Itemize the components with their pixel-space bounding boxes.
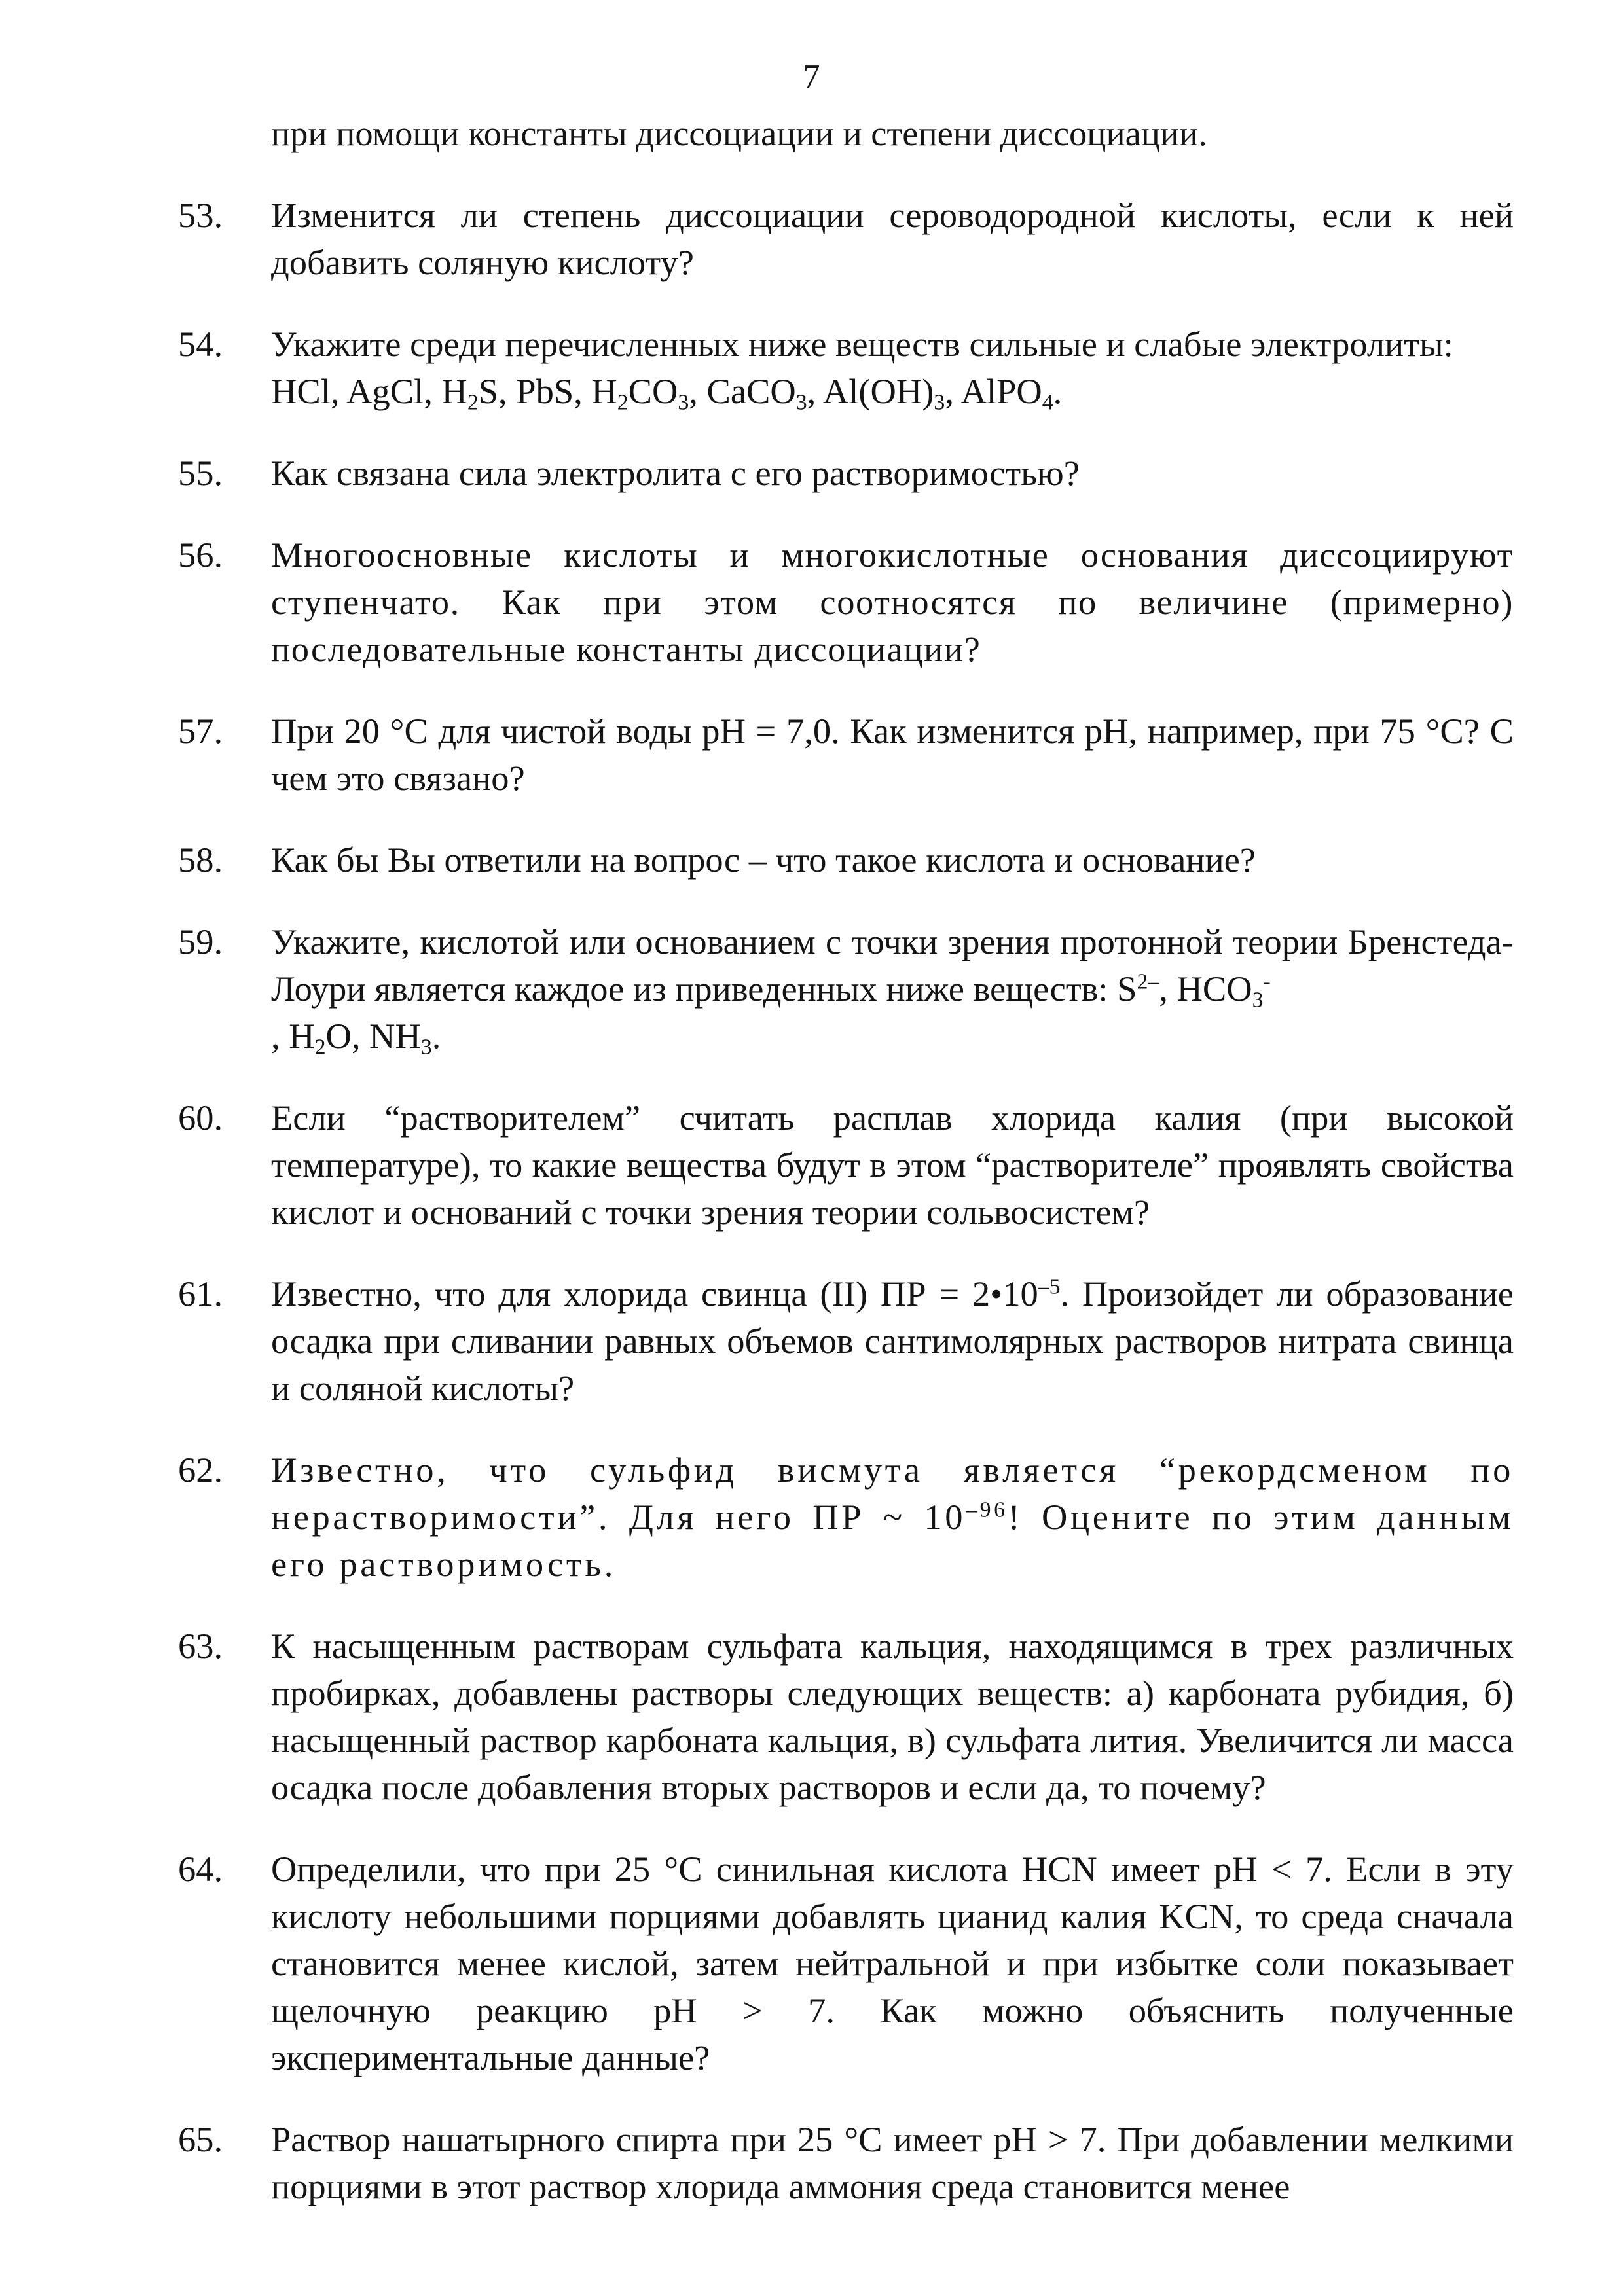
- question-57: [178, 708, 1514, 802]
- question-60: [178, 1094, 1514, 1236]
- question-65: [178, 2116, 1514, 2210]
- species-s2: $S^{2-}$: [1117, 969, 1159, 1009]
- formula-h2s: $H_2S$: [441, 371, 499, 415]
- question-number: 65.: [178, 2119, 223, 2159]
- question-text: К насыщенным растворам сульфата кальция, находящимся в трех различных пробирках, добавлены растворы следующих веществ: а) карбоната рубидия, б) насыщенный раствор карбоната кальция, в) сульфата лития. Увеличится ли масса осадка после добавления вторых растворов и если да, то почему?: [271, 1626, 1514, 1807]
- formula-alpo4: AlPO$_4$: [960, 371, 1053, 415]
- question-59: [178, 918, 1514, 1060]
- question-number: 58.: [178, 840, 223, 880]
- question-text: Укажите, кислотой или основанием с точки зрения протонной теории Бренстеда-Лоури является каждое из приведенных ниже веществ: $S^{2-}$, $HCO_3^-$ , $H_2O$, $NH_3$.: [271, 922, 1514, 1060]
- formula-h2co3: $H_2CO_3$: [591, 371, 689, 415]
- question-list: [178, 110, 1514, 2210]
- question-63: [178, 1623, 1514, 1811]
- exponent: –5: [1038, 1274, 1061, 1299]
- question-number: 53.: [178, 195, 223, 235]
- question-text: Изменится ли степень диссоциации сероводородной кислоты, если к ней добавить соляную кислоту?: [271, 195, 1514, 282]
- question-number: 61.: [178, 1274, 223, 1314]
- species-h2o: $H_2O$: [289, 1016, 352, 1060]
- formula-agcl: AgCl: [346, 371, 424, 411]
- question-number: 63.: [178, 1626, 223, 1666]
- question-number: 57.: [178, 711, 223, 751]
- question-62: [178, 1446, 1514, 1588]
- question-number: 64.: [178, 1849, 223, 1889]
- question-number: 55.: [178, 453, 223, 493]
- species-nh3: $NH_3$: [369, 1016, 432, 1060]
- question-text: При 20 °С для чистой воды pH = 7,0. Как изменится pH, например, при 75 °С? С чем это связано?: [271, 711, 1514, 798]
- question-text: Как связана сила электролита с его растворимостью?: [271, 453, 1080, 493]
- formula-aloh3: $Al(OH)_3$: [822, 371, 945, 415]
- question-55: [178, 450, 1514, 497]
- formula-caco3: CaCO$_3$: [706, 371, 807, 415]
- species-hco3: $HCO_3^-$: [1176, 969, 1271, 1013]
- question-text: Как бы Вы ответили на вопрос – что такое кислота и основание?: [271, 840, 1256, 880]
- question-64: [178, 1846, 1514, 2081]
- question-56: [178, 531, 1514, 673]
- question-text: Укажите среди перечисленных ниже веществ сильные и слабые электролиты: HCl, AgCl, $H_2S$, PbS, $H_2CO_3$, CaCO$_3$, $Al(OH)_3$, AlPO$_4$.: [271, 324, 1453, 415]
- question-number: 59.: [178, 922, 223, 961]
- question-text-main: Укажите, кислотой или основанием с точки зрения протонной теории Бренстеда-Лоури является каждое из приведенных ниже веществ:: [271, 922, 1514, 1009]
- question-number: 62.: [178, 1450, 223, 1490]
- continuation-text: при помощи константы диссоциации и степени диссоциации.: [271, 113, 1207, 153]
- formula-pbs: PbS: [516, 371, 574, 411]
- question-text-main: Укажите среди перечисленных ниже веществ сильные и слабые электролиты:: [271, 324, 1453, 364]
- question-text: Раствор нашатырного спирта при 25 °С имеет pH > 7. При добавлении мелкими порциями в этот раствор хлорида аммония среда становится менее: [271, 2119, 1514, 2206]
- question-text: Определили, что при 25 °С синильная кислота HCN имеет pH < 7. Если в эту кислоту небольшими порциями добавлять цианид калия KCN, то среда сначала становится менее кислой, затем нейтральной и при избытке соли показывает щелочную реакцию pH > 7. Как можно объяснить полученные экспериментальные данные?: [271, 1849, 1514, 2077]
- question-text: Известно, что сульфид висмута является “рекордсменом по нерастворимости”. Для него ПР ~ $10^{-96}$! Оцените по этим данным его растворимость.: [271, 1450, 1514, 1584]
- question-text: Если “растворителем” считать расплав хлорида калия (при высокой температуре), то какие вещества будут в этом “растворителе” проявлять свойства кислот и оснований с точки зрения теории сольвосистем?: [271, 1098, 1514, 1232]
- formula-hcl: HCl: [271, 371, 331, 411]
- question-text: Многоосновные кислоты и многокислотные основания диссоциируют ступенчато. Как при этом соотносятся по величине (примерно) последовательные константы диссоциации?: [271, 535, 1514, 669]
- question-number: 54.: [178, 324, 223, 364]
- question-number: 56.: [178, 535, 223, 575]
- question-61: [178, 1270, 1514, 1412]
- question-number: 60.: [178, 1098, 223, 1138]
- question-53: [178, 192, 1514, 286]
- question-text: Известно, что для хлорида свинца (II) ПР = $2•10^{-5}$. Произойдет ли образование осадка при сливании равных объемов сантимолярных растворов нитрата свинца и соляной кислоты?: [271, 1274, 1514, 1408]
- question-54: [178, 321, 1514, 415]
- question-58: [178, 836, 1514, 884]
- exponent: –96: [966, 1498, 1008, 1522]
- page-number: 7: [803, 58, 820, 96]
